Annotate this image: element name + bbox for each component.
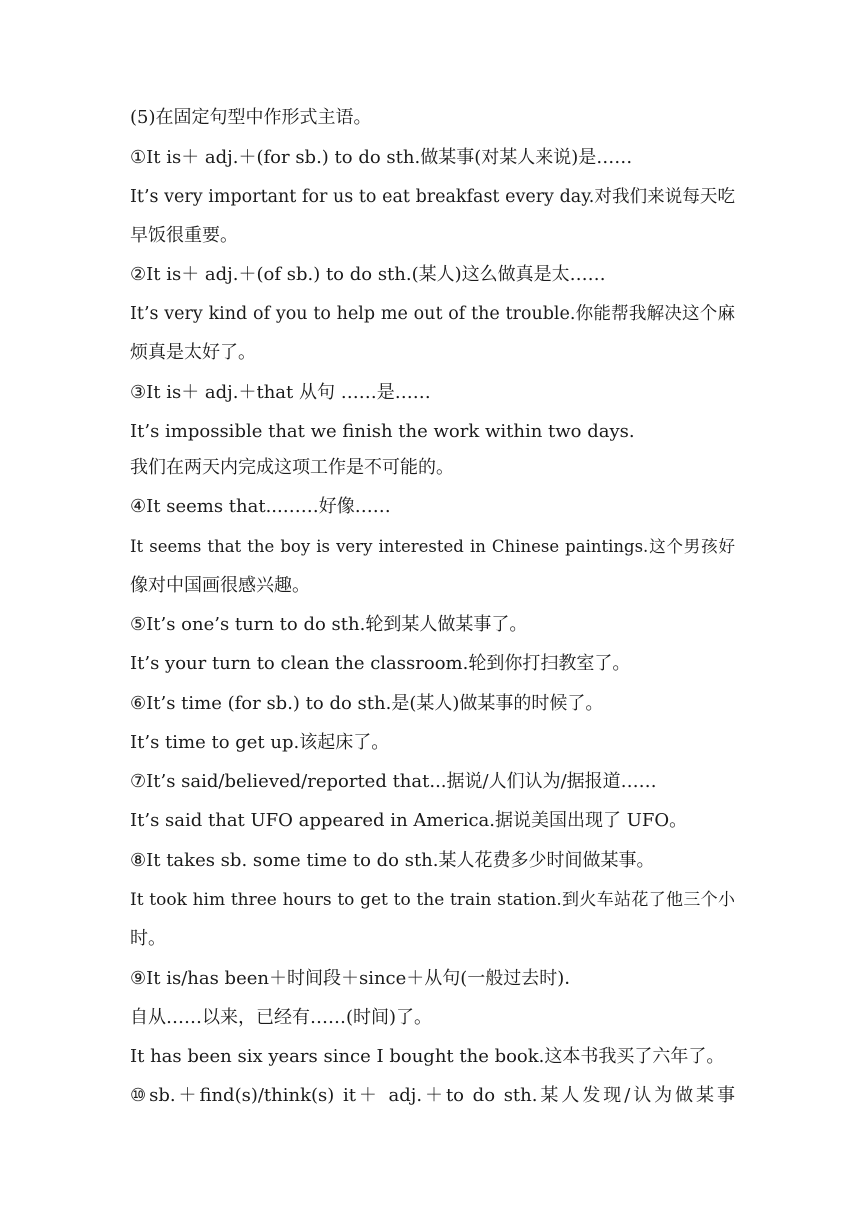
example-6: It’s time to get up.该起床了。	[130, 732, 390, 753]
example-8-line-1: It took him three hours to get to the train station.到火车站花了他三个小	[130, 890, 735, 910]
pattern-2: ②It is＋ adj.＋(of sb.) to do sth.(某人)这么做真是太……	[130, 264, 606, 285]
example-8-line-2: 时。	[130, 928, 166, 949]
pattern-5: ⑤It’s one’s turn to do sth.轮到某人做某事了。	[130, 614, 528, 635]
example-1-line-2: 早饭很重要。	[130, 225, 238, 246]
pattern-7: ⑦It’s said/believed/reported that...据说/人们认为/据报道……	[130, 771, 657, 792]
example-2-line-1: It’s very kind of you to help me out of the trouble.你能帮我解决这个麻	[130, 304, 735, 324]
example-9: It has been six years since I bought the book.这本书我买了六年了。	[130, 1046, 725, 1067]
pattern-1: ①It is＋ adj.＋(for sb.) to do sth.做某事(对某人来说)是……	[130, 147, 633, 168]
example-3-chinese: 我们在两天内完成这项工作是不可能的。	[130, 457, 454, 478]
example-7: It’s said that UFO appeared in America.据说美国出现了 UFO。	[130, 810, 688, 831]
pattern-10: ⑩sb.＋find(s)/think(s) it＋ adj.＋to do sth.某人发现/认为做某事	[130, 1085, 735, 1106]
example-5: It’s your turn to clean the classroom.轮到你打扫教室了。	[130, 653, 631, 674]
example-2-line-2: 烦真是太好了。	[130, 342, 256, 363]
pattern-9: ⑨It is/has been＋时间段＋since＋从句(一般过去时)．	[130, 968, 583, 989]
section-heading: (5)在固定句型中作形式主语。	[130, 107, 372, 128]
pattern-4: ④It seems that...……好像……	[130, 496, 391, 517]
example-3-english: It’s impossible that we finish the work within two days.	[130, 421, 635, 442]
example-4-line-2: 像对中国画很感兴趣。	[130, 575, 310, 596]
pattern-3: ③It is＋ adj.＋that 从句 ……是……	[130, 382, 431, 403]
pattern-9-translation: 自从……以来，已经有……(时间)了。	[130, 1007, 433, 1028]
pattern-8: ⑧It takes sb. some time to do sth.某人花费多少时间做某事。	[130, 850, 655, 871]
pattern-6: ⑥It’s time (for sb.) to do sth.是(某人)做某事的时候了。	[130, 693, 604, 714]
example-4-line-1: It seems that the boy is very interested in Chinese paintings.这个男孩好	[130, 537, 735, 556]
example-1-line-1: It’s very important for us to eat breakfast every day.对我们来说每天吃	[130, 187, 735, 207]
